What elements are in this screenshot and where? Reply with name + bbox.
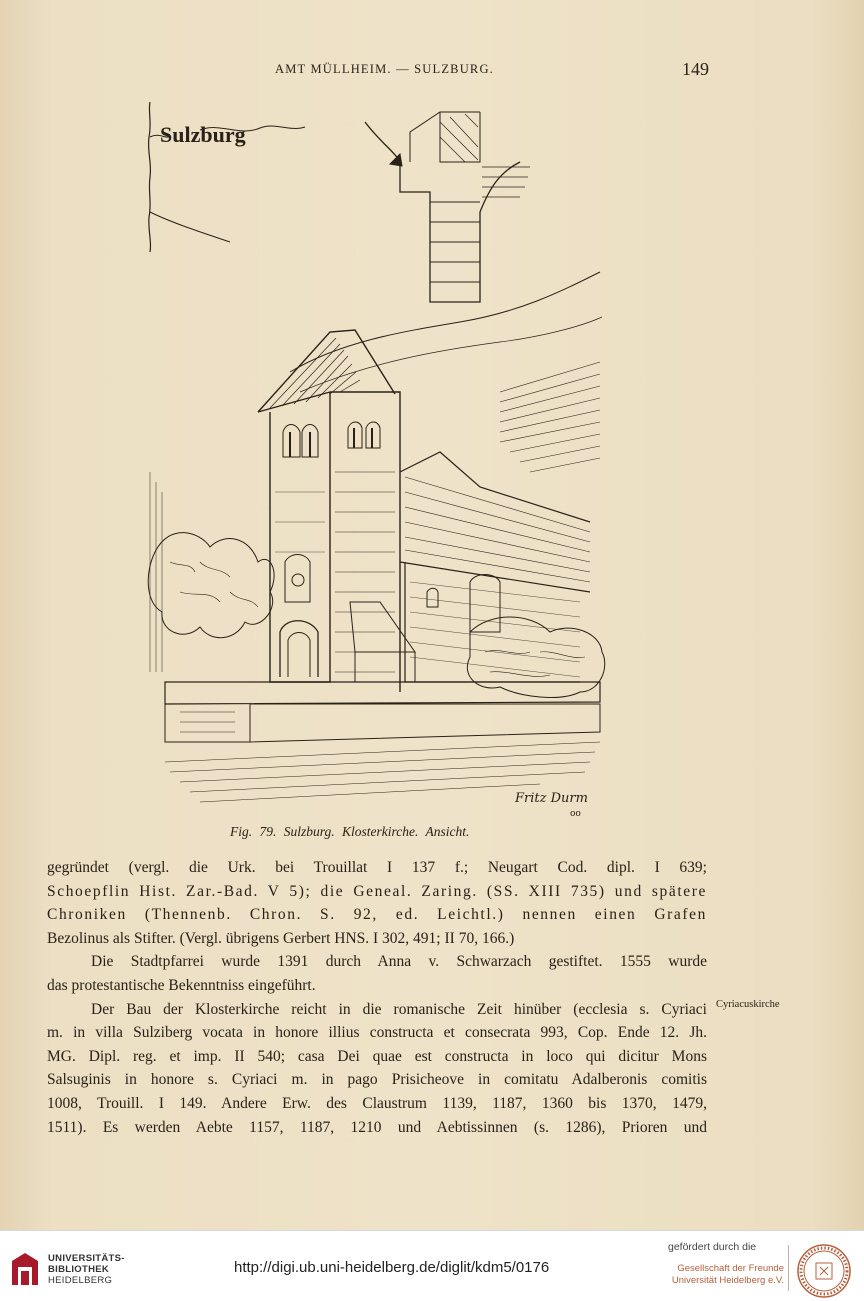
university-library-logo-icon[interactable] xyxy=(10,1251,40,1287)
footer-divider xyxy=(788,1245,789,1291)
figure-caption: Fig. 79. Sulzburg. Klosterkirche. Ansicht. xyxy=(230,824,470,839)
body-line: Chroniken (Thennenb. Chron. S. 92, ed. Leichtl.) nennen einen Grafen xyxy=(47,906,707,924)
body-line: Bezolinus als Stifter. (Vergl. übrigens Gerbert HNS. I 302, 491; II 70, 166.) xyxy=(47,929,515,947)
page-number: 149 xyxy=(682,59,709,79)
body-line: MG. Dipl. reg. et imp. II 540; casa Dei quae est constructa in loco qui dicitur Mons xyxy=(47,1047,707,1065)
body-line: gegründet (vergl. die Urk. bei Trouillat I 137 f.; Neugart Cod. dipl. I 639; xyxy=(47,859,707,876)
church-drawing xyxy=(140,92,610,820)
body-line: Die Stadtpfarrei wurde 1391 durch Anna v. Schwarzach gestiftet. 1555 wurde xyxy=(91,953,707,971)
sponsor-line: Universität Heidelberg e.V. xyxy=(671,1275,784,1286)
body-line: 1008, Trouill. I 149. Andere Erw. des Claustrum 1139, 1187, 1360 bis 1370, 1479, xyxy=(47,1094,707,1112)
running-title: AMT MÜLLHEIM. — SULZBURG. xyxy=(275,62,495,76)
permalink-url[interactable]: http://digi.ub.uni-heidelberg.de/diglit/kdm5/0176 xyxy=(234,1259,550,1276)
sponsor-name[interactable] xyxy=(668,1263,784,1287)
sponsor-label: gefördert durch die xyxy=(668,1241,757,1253)
body-line: das protestantische Bekenntniss eingeführt. xyxy=(47,976,316,994)
running-head xyxy=(0,59,864,82)
body-line: m. in villa Sulziberg vocata in honore illius constructa et consecrata 993, Cop. Ende 12. Jh. xyxy=(47,1024,707,1042)
library-line: UNIVERSITÄTS- xyxy=(48,1253,125,1264)
university-seal-icon[interactable] xyxy=(796,1243,852,1299)
body-text xyxy=(47,856,707,1139)
body-line: Salsuginis in honore s. Cyriaci m. in pago Prisicheove in comitatu Adalberonis comitis xyxy=(47,1071,707,1089)
university-library-name[interactable] xyxy=(48,1253,125,1286)
library-line: HEIDELBERG xyxy=(48,1275,113,1286)
signature-mark: oo xyxy=(570,809,581,819)
church-illustration xyxy=(140,92,610,820)
margin-note: Cyriacuskirche xyxy=(716,999,780,1010)
library-line: BIBLIOTHEK xyxy=(48,1264,110,1275)
heading-script: Sulzburg xyxy=(160,122,246,147)
body-line: Der Bau der Klosterkirche reicht in die romanische Zeit hinüber (ecclesia s. Cyriaci xyxy=(91,1000,707,1018)
body-line: 1511). Es werden Aebte 1157, 1187, 1210 und Aebtissinnen (s. 1286), Prioren und xyxy=(47,1118,707,1136)
body-line: Schoepflin Hist. Zar.-Bad. V 5); die Geneal. Zaring. (SS. XIII 735) und spätere xyxy=(47,882,707,900)
sponsor-line: Gesellschaft der Freunde xyxy=(677,1263,784,1274)
viewer-footer xyxy=(0,1230,864,1301)
illustrator-signature: Fritz Durm xyxy=(515,791,588,806)
